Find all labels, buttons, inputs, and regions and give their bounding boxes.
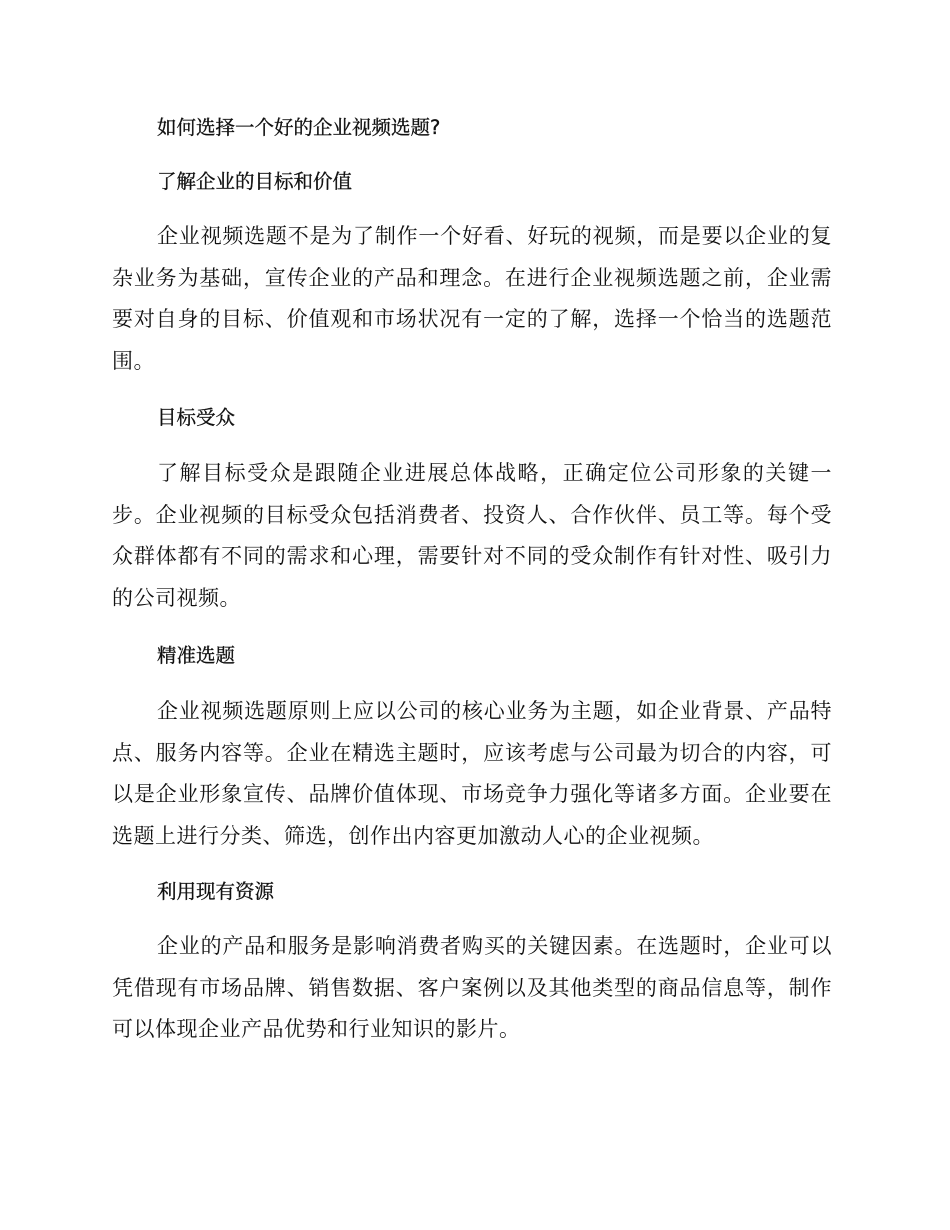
section-paragraph-goals: 企业视频选题不是为了制作一个好看、好玩的视频，而是要以企业的复杂业务为基础，宣传企业的产品和理念。在进行企业视频选题之前，企业需要对自身的目标、价值观和市场状况有一定的了解，选择一个恰当的选题范围。 [112,224,832,373]
section-heading-resources: 利用现有资源 [157,880,275,903]
section-heading-audience: 目标受众 [157,406,236,429]
section-paragraph-resources: 企业的产品和服务是影响消费者购买的关键因素。在选题时，企业可以凭借现有市场品牌、销售数据、客户案例以及其他类型的商品信息等，制作可以体现企业产品优势和行业知识的影片。 [112,934,832,1041]
section-paragraph-audience: 了解目标受众是跟随企业进展总体战略，正确定位公司形象的关键一步。企业视频的目标受众包括消费者、投资人、合作伙伴、员工等。每个受众群体都有不同的需求和心理，需要针对不同的受众制作有针对性、吸引力的公司视频。 [112,461,832,610]
document-title: 如何选择一个好的企业视频选题? [157,116,441,139]
section-paragraph-topic: 企业视频选题原则上应以公司的核心业务为主题，如企业背景、产品特点、服务内容等。企业在精选主题时，应该考虑与公司最为切合的内容，可以是企业形象宣传、品牌价值体现、市场竞争力强化等诸多方面。企业要在选题上进行分类、筛选，创作出内容更加激动人心的企业视频。 [112,699,832,848]
section-heading-topic: 精准选题 [157,644,236,667]
section-heading-goals: 了解企业的目标和价值 [157,170,353,193]
